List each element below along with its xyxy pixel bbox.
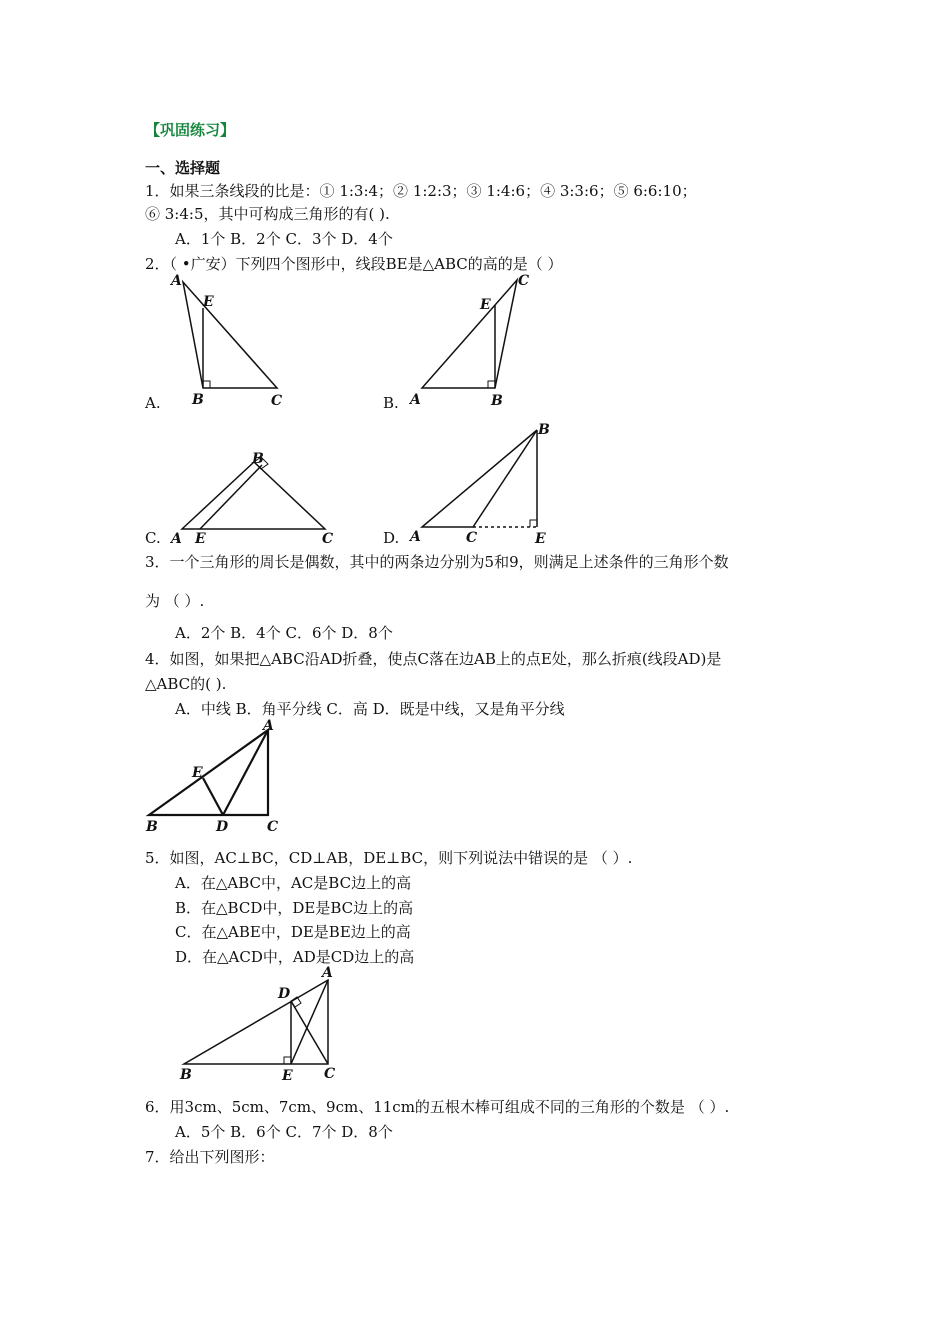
q5-option-a: A．在△ABC中，AC是BC边上的高 [175,874,412,892]
q1-line1: 1．如果三条线段的比是：① 1:3:4；② 1:2:3；③ 1:4:6；④ 3:3:6；⑤ 6:6:10； [145,182,697,200]
q2-option-b-label: B. [383,394,399,412]
q1-line2: ⑥ 3:4:5，其中可构成三角形的有( ). [145,205,390,223]
q2b-label-a: A [410,392,421,408]
q2-figure-c [160,445,350,550]
q4-options: A．中线 B．角平分线 C．高 D．既是中线，又是角平分线 [175,700,565,718]
q7-stem: 7．给出下列图形： [145,1148,275,1166]
q2a-label-a: A [171,273,182,289]
q5-label-b: B [180,1067,192,1083]
q6-stem: 6．用3cm、5cm、7cm、9cm、11cm的五根木棒可组成不同的三角形的个数是 （ ）. [145,1098,730,1116]
q2-figure-b [400,265,545,410]
q2d-label-b: B [538,422,550,438]
part-heading: 一、选择题 [145,159,221,177]
q3-options: A．2个 B．4个 C．6个 D．8个 [175,624,393,642]
q2a-label-e: E [203,294,214,310]
q2b-label-b: B [491,393,503,409]
q5-option-b: B．在△BCD中，DE是BC边上的高 [175,899,414,917]
q2d-label-c: C [466,530,478,546]
q5-stem: 5．如图，AC⊥BC，CD⊥AB，DE⊥BC，则下列说法中错误的是 （ ）. [145,849,633,867]
q5-option-c: C．在△ABE中，DE是BE边上的高 [175,923,411,941]
q4-label-b: B [146,819,158,835]
q5-label-a: A [322,965,333,981]
q2-figure-a [160,270,300,410]
q2a-label-c: C [271,393,283,409]
q5-label-d: D [278,986,291,1002]
q4-label-e: E [192,765,203,781]
q5-label-c: C [324,1066,336,1082]
q2-option-d-label: D. [383,529,400,547]
q5-figure [170,962,360,1087]
section-title: 【巩固练习】 [145,121,236,139]
q4-line2: △ABC的( ). [145,675,227,693]
q4-label-d: D [216,819,229,835]
q2a-label-b: B [192,392,204,408]
q3-line1: 3．一个三角形的周长是偶数，其中的两条边分别为5和9，则满足上述条件的三角形个数 [145,553,729,571]
q2c-label-e: E [195,531,206,547]
q2-option-a-label: A. [145,394,161,412]
q5-option-d: D．在△ACD中，AD是CD边上的高 [175,948,415,966]
q3-line2: 为 （ ）. [145,592,205,610]
q2-figure-d [400,415,570,550]
q2b-label-c: C [518,273,530,289]
q4-line1: 4．如图，如果把△ABC沿AD折叠，使点C落在边AB上的点E处，那么折痕(线段AD)是 [145,650,722,668]
q2-stem: 2．（ •广安）下列四个图形中，线段BE是△ABC的高的是（ ） [145,255,563,273]
q2c-label-a: A [171,531,182,547]
q6-options: A．5个 B．6个 C．7个 D．8个 [175,1123,393,1141]
q2-option-c-label: C. [145,529,161,547]
q2c-label-b: B [252,451,264,467]
q5-label-e: E [282,1068,293,1084]
q2c-label-c: C [322,531,334,547]
q1-options: A．1个 B．2个 C．3个 D．4个 [175,230,393,248]
q2b-label-e: E [480,297,491,313]
q4-label-c: C [267,819,279,835]
q4-label-a: A [263,718,274,734]
q2d-label-e: E [535,531,546,547]
q4-figure [140,718,290,838]
q2d-label-a: A [410,529,421,545]
